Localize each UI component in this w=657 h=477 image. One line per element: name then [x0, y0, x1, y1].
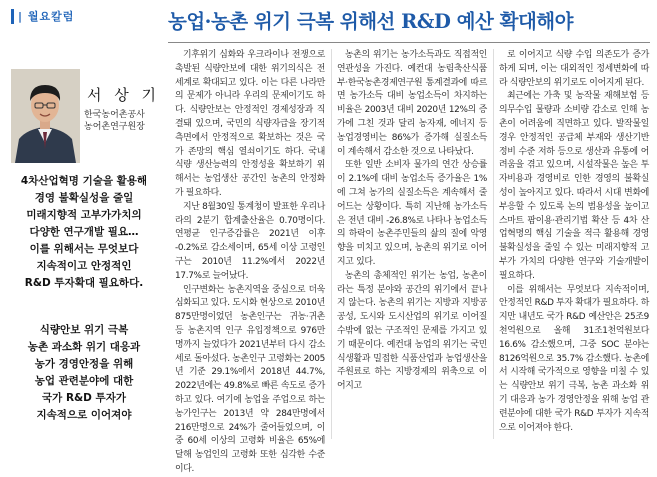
article-paragraph: 이를 위해서는 무엇보다 지속적이며, 안정적인 R&D 투자 확대가 필요하다. 하지만 내년도 국가 R&D 예산안은 25조9천억원으로 올해 31조1천억원보다 16.6% 감소했으며, 그중 SOC 분야는 8126억원으로 35.7% 감소했다. 농촌에서 시작해 국가적으로 영향을 미칠 수 있는 식량안보 위기 극복, 농촌 과소화 위기 대응과 농가 경영안정을 위해 농업 관련분야에 대한 국가 R&D 투자가 지속적으로 이어져야 한다.	[499, 284, 649, 433]
pull-quote-line: 미래지향적 고부가가치의	[26, 209, 142, 221]
column-divider	[493, 49, 494, 439]
article-paragraph: 최근에는 가축 및 농작물 재해보험 등 의무수입 물량과 소비량 감소로 인해 농촌이 어려움에 직면하고 있다. 발작물일 경우 안정적인 공급체 부재와 생산기반 정비 수준 저하 등으로 생산과 유통에 어려움을 겪고 있으며, 시설작물은 높은 투자비용과 경영비로 인한 경영의 불확실성이 높아지고 있다. 따라서 시대 변화에 부응할 수 있도록 논의 범용성을 높이고 스마트 팜이용·관리기법 확산 등 4차 산업혁명의 핵심 기술을 적극 활용해 경영 불확실성을 줄일 수 있는 미래지향적 고부가 가치의 다양한 연구와 기술개발이 필요하다.	[499, 91, 649, 281]
article-paragraph: 지난 8월30일 통계청이 발표한 우리나라의 2분기 합계출산율은 0.70명이다. 연평균 인구증감률은 2021년 이후 -0.2%로 감소세이며, 65세 이상 고령인구는 2010년 11.2%에서 2022년 17.7%로 늘어났다.	[175, 201, 325, 281]
section-label: | 월요칼럼	[18, 10, 75, 23]
title-rule	[168, 42, 650, 43]
author-affiliation-org: 한국농어촌공사	[84, 110, 145, 120]
article-paragraph: 기후위기 심화와 우크라이나 전쟁으로 촉발된 식량안보에 대한 위기의식은 전 세계로 확대되고 있다. 이는 다른 나라만의 문제가 아니라 우리의 문제이기도 하다. 식량안보는 안정적인 경제성장과 직결돼 있으며, 국민의 식량자급을 장기적 측면에서 안정적으로 확보하는 것은 국가 존망의 핵심 열쇠이기도 하다. 국내 식량 생산능력의 안정성을 확보하기 위해서는 농업생산 공간인 농촌의 안정화가 필요하다.	[175, 50, 325, 198]
author-portrait-image	[11, 69, 80, 163]
pull-quote-line: 식량안보 위기 극복	[39, 324, 129, 336]
author-name: 서 상 기	[87, 86, 161, 104]
pull-quote-line: 농촌 과소화 위기 대응과	[27, 341, 141, 353]
pull-quote-line: 국가 R&D 투자가	[42, 392, 126, 404]
section-marker-bar	[11, 9, 14, 24]
author-affiliation-title: 농어촌연구원장	[84, 122, 145, 132]
article-column-2	[337, 49, 487, 394]
article-column-1	[175, 49, 325, 477]
article-paragraph: 농촌의 총체적인 위기는 농업, 농촌이라는 특정 분야와 공간의 위기에서 끝나지 않는다. 농촌의 위기는 지방과 지방공공성, 도시와 도시산업의 위기로 이어질 수밖에 없는 구조적인 문제를 가지고 있기 때문이다. 예컨대 농업의 위기는 국민 식생활과 밀접한 식품산업과 농업생산을 주원료로 하는 지방경제의 위축으로 이어지고	[337, 270, 487, 392]
author-photo	[11, 69, 80, 163]
article-column-3	[499, 49, 649, 435]
pull-quote-line: 농가 경영안정을 위해	[34, 358, 134, 370]
pull-quote-line: 이를 위해서는 무엇보다	[29, 243, 139, 255]
pull-quote-line: R&D 투자확대 필요하다.	[24, 277, 144, 289]
column-divider	[331, 49, 332, 439]
pull-quote-line: 4차산업혁명 기술을 활용해	[20, 175, 148, 187]
pull-quote-line: 다양한 연구개발 필요…	[29, 226, 139, 238]
pull-quote-line: 농업 관련분야에 대한	[34, 375, 134, 387]
pull-quote-line: 경영 불확실성을 줄일	[34, 192, 134, 204]
pull-quote-line: 지속적이고 안정적인	[36, 260, 132, 272]
article-title: 농업·농촌 위기 극복 위해선 R&D 예산 확대해야	[168, 10, 573, 33]
article-paragraph: 로 이어지고 식량 수입 의존도가 증가하게 되며, 이는 대외적인 정세변화에 따라 식량안보의 위기로도 이어지게 된다.	[499, 50, 649, 88]
article-paragraph: 또한 일반 소비자 물가의 연간 상승률이 2.1%에 대비 농업소득 증가율은 1%에 그쳐 농가의 실질소득은 계속해서 줄어드는 상황이다. 특히 지난해 농가소득은 전년 대비 -26.8%로 나타나 농업소득의 하락이 농촌주민들의 삶의 질에 악영향을 미치고 있으며, 농촌의 위기로 이어지고 있다.	[337, 160, 487, 267]
pull-quote-2	[8, 322, 160, 424]
article-paragraph: 농촌의 위기는 농가소득과도 직접적인 연관성을 가진다. 예컨대 농림축산식품부·한국농촌경제연구원 통계결과에 따르면 농가소득 대비 농업소득이 차지하는 비율은 2003년 대비 2020년 12%의 증가에 그친 것과 달리 농자재, 에너지 등 농업경영비는 86%가 증가해 실질소득이 계속해서 감소한 것으로 나타났다.	[337, 50, 487, 157]
pull-quote-1	[8, 173, 160, 292]
pull-quote-line: 지속적으로 이어져야	[36, 409, 132, 421]
article-paragraph: 인구변화는 농촌지역을 중심으로 더욱 심화되고 있다. 도시화 현상으로 2010년 875만명이었던 농촌인구는 귀농·귀촌 등 농촌지역 인구 유입정책으로 976만명까지 늘었다가 2021년부터 다시 감소세로 돌아섰다. 농촌인구 고령화는 2005년 기준 29.1%에서 2018년 44.7%, 2022년에는 49.8%로 빠른 속도로 증가하고 있다. 여기에 농업을 주업으로 하는 농가인구는 2013년 약 284만명에서 216만명으로 24%가 줄어들었으며, 이 중 60세 이상의 고령화 비율은 65%에 달해 농업인의 고령화 또한 심각한 수준이다.	[175, 284, 325, 474]
